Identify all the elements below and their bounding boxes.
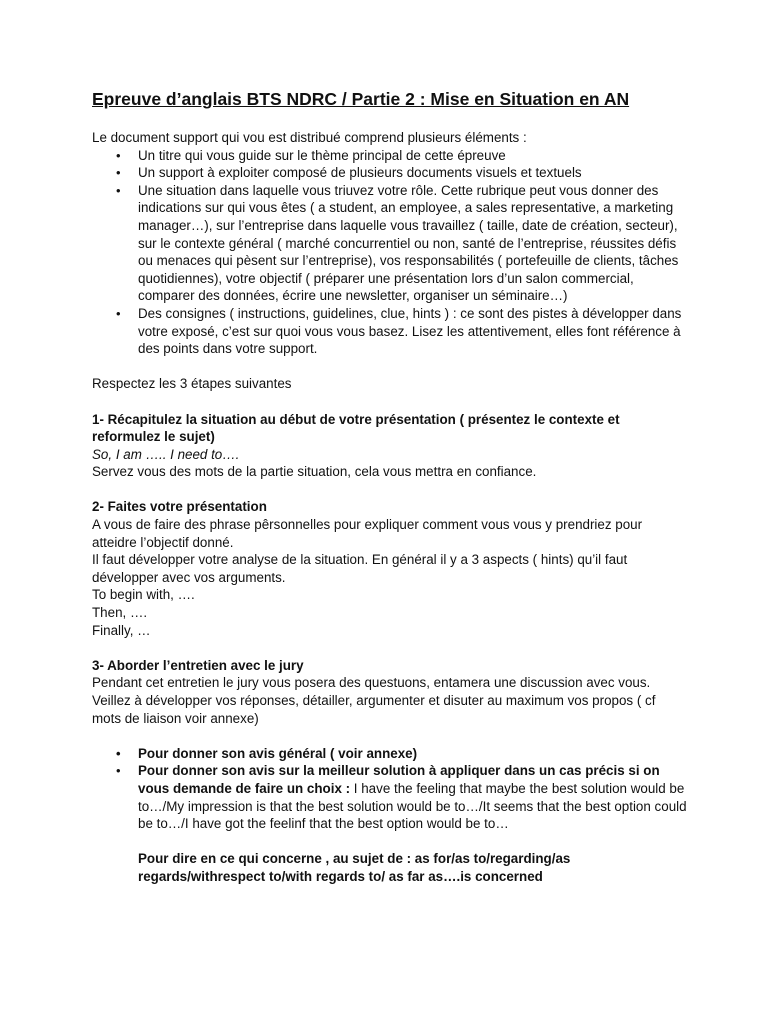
list-item: • Pour donner son avis général ( voir annexe) xyxy=(138,745,688,763)
regarding-note: Pour dire en ce qui concerne , au sujet de : as for/as to/regarding/as regards/withrespect to/with regards to/ as far as….is concerned xyxy=(138,851,571,884)
step2-text1: A vous de faire des phrase pêrsonnelles pour expliquer comment vous vous y prendriez pour atteidre l’objectif donné. xyxy=(92,517,643,550)
step2-text2: Il faut développer votre analyse de la situation. En général il y a 3 aspects ( hints) qu’il faut développer avec vos arguments. xyxy=(92,552,628,585)
step2-line2: Then, …. xyxy=(92,605,148,621)
step2-heading: 2- Faites votre présentation xyxy=(92,499,267,515)
steps-intro: Respectez les 3 étapes suivantes xyxy=(92,376,292,392)
list-item: • Des consignes ( instructions, guidelines, clue, hints ) : ce sont des pistes à développer dans votre exposé, c’est sur quoi vous vous basez. Lisez les attentivement, elles font référence à des points dans votre support. xyxy=(138,305,688,358)
step3-text: Pendant cet entretien le jury vous posera des questuons, entamera une discussion avec vous. Veillez à développer vos réponses, détailler, argumenter et disuter au maximum vos propos ( cf mots de liaison voir annexe) xyxy=(92,675,656,726)
intro-bullet-list xyxy=(92,147,688,358)
intro-text: Le document support qui vou est distribué comprend plusieurs éléments : xyxy=(92,130,527,145)
step1-heading: 1- Récapitulez la situation au début de votre présentation ( présentez le contexte et reformulez le sujet) xyxy=(92,411,620,445)
step2-line1: To begin with, …. xyxy=(92,587,195,603)
step1-text: Servez vous des mots de la partie situation, cela vous mettra en confiance. xyxy=(92,464,537,480)
bullet2-bold-text: Pour donner son avis sur la meilleur solution à appliquer dans un cas précis si on vous demande de faire un choix : xyxy=(138,763,660,796)
document-title: Epreuve d’anglais BTS NDRC / Partie 2 : Mise en Situation en AN xyxy=(92,89,630,109)
list-item: • Un support à exploiter composé de plusieurs documents visuels et textuels xyxy=(138,164,688,182)
list-item xyxy=(138,762,688,832)
list-item: • Un titre qui vous guide sur le thème principal de cette épreuve xyxy=(138,147,688,165)
bullet2-rest-text: I have the feeling that maybe the best solution would be to…/My impression is that the best solution would be to…/It seems that the best option could be to…/I have got the feelinf that the best option would be to… xyxy=(138,780,687,832)
step1-example: So, I am ….. I need to…. xyxy=(92,446,240,462)
step3-bullet-list xyxy=(92,745,688,833)
step2-line3: Finally, … xyxy=(92,622,151,638)
list-item: • Une situation dans laquelle vous triuvez votre rôle. Cette rubrique peut vous donner des indications sur qui vous êtes ( a student, an employee, a sales representative, a marketing manager…), sur l’entreprise dans laquelle vous travaillez ( taille, date de création, secteur), sur le contexte général ( marché concurrentiel ou non, santé de l’entreprise, réussites défis ou menaces qui pèsent sur l’entreprise), vos responsabilités ( portefeuille de clients, tâches quotidiennes), votre objectif ( préparer une présentation lors d’un salon commercial, comparer des données, écrire une newsletter, organiser un séminaire…) xyxy=(138,182,688,305)
step3-heading: 3- Aborder l’entretien avec le jury xyxy=(92,657,304,673)
